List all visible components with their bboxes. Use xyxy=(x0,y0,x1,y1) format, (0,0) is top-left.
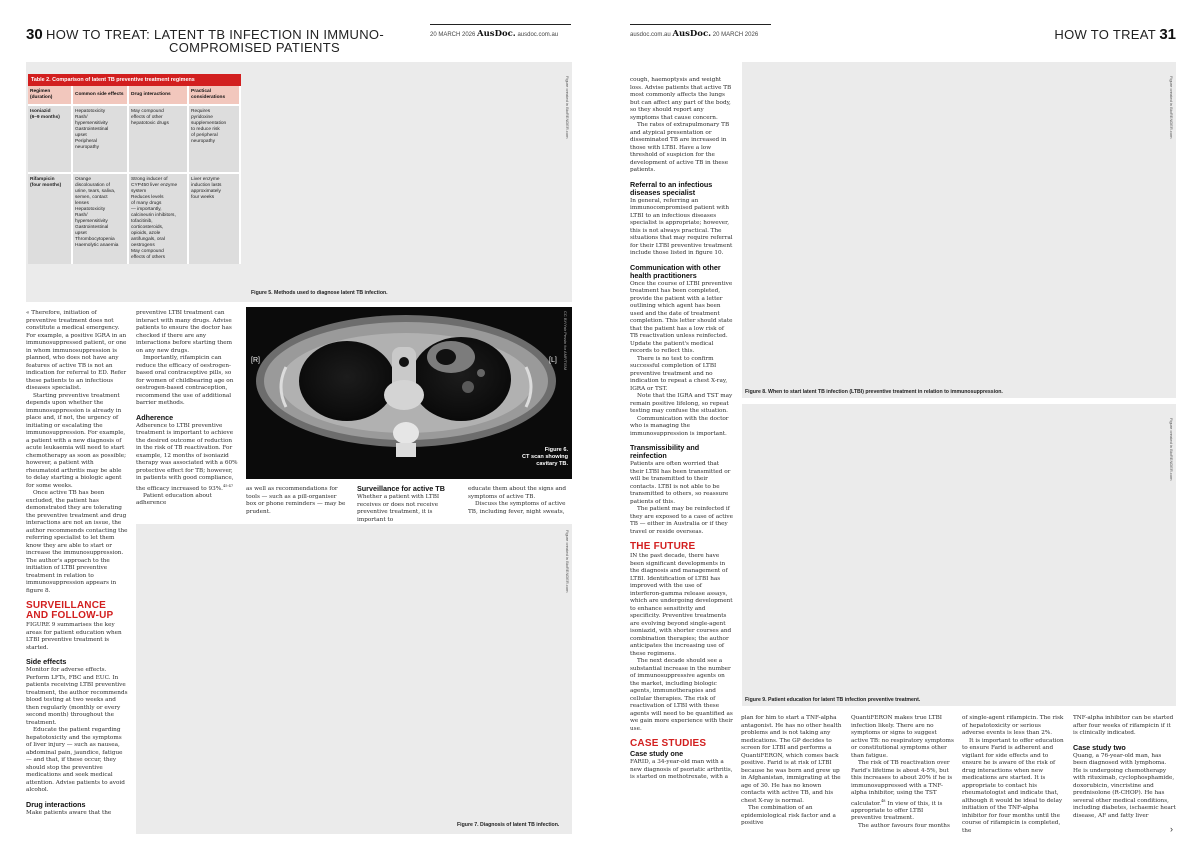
scan-label-left: [L] xyxy=(549,357,557,364)
subheading: Surveillance for active TB xyxy=(357,484,445,493)
paragraph: The author favours four months xyxy=(858,822,950,829)
figure-credit: Figure created in BioRENDER.com xyxy=(565,530,570,593)
paragraph: QuantiFERON makes true LTBI infection likely. There are no symptoms or signs to suggest active TB: no respiratory symptoms or constitutional symptoms other than fatigue. xyxy=(851,715,954,759)
table-2-grid xyxy=(28,86,241,264)
paragraph: Patient education about adherence xyxy=(136,492,212,507)
paragraph: Discuss the symptoms of active TB, including fever, night sweats, xyxy=(468,501,566,515)
text-column-8 xyxy=(851,715,954,830)
figure-9 xyxy=(742,404,1176,706)
text-column-10 xyxy=(1073,715,1176,835)
scan-label-right: [R] xyxy=(251,357,260,364)
subheading: Case study two xyxy=(1073,742,1126,752)
figure-5 xyxy=(26,62,572,302)
citation: 45-47 xyxy=(222,483,234,488)
text-column-1 xyxy=(26,310,128,817)
paragraph: FIGURE 9 summarises the key areas for patient education when LTBI preventive treatment is started. xyxy=(26,622,122,651)
subheading: Referral to an infectious diseases specialist xyxy=(630,179,713,197)
figure-6-credit: CC BY/Yair Pessin for AMF/T/SM xyxy=(563,311,568,371)
figure-6-caption: Figure 6. CT scan showing cavitary TB. xyxy=(522,447,568,467)
paragraph: Once active TB has been excluded, the patient has demonstrated they are tolerating the preventive treatment and drug interactions are not an issue, the author recommends contacting the referring specialist to let them know they are able to start or increase the immunosuppression. The author's approach to the initiation of LTBI preventive treatment in relation to immunosuppression appears in figure 8. xyxy=(26,490,128,594)
figure-6-ct-image xyxy=(246,307,572,479)
table-cell: Liver enzyme induction lasts approximately four weeks xyxy=(188,173,240,264)
text-column-6 xyxy=(630,77,733,782)
paragraph: plan for him to start a TNF-alpha antagonist. He has no other health problems and is not taking any medications. The GP decides to screen for LTBI and performs a QuantiFERON, which comes back positive. Farid is at risk of LTBI because he was born and grew up in Afghanistan, immigrating at the age of 30. He has no known contacts with active TB, and his chest X-ray is normal. xyxy=(741,715,842,804)
subheading: Adherence xyxy=(136,412,174,422)
page-title xyxy=(46,28,436,54)
paragraph: There is no test to confirm successful completion of LTBI preventive treatment and no indication to repeat a chest X-ray, IGRA or TST. xyxy=(630,355,728,392)
paragraph: The rates of extrapulmonary TB and atypical presentation or disseminated TB are increased in those with LTBI. Have a low threshold of suspicion for the development of active TB in these patients. xyxy=(630,122,730,173)
subheading: Case study one xyxy=(630,749,684,758)
issue-meta-right xyxy=(630,29,758,39)
header-rule xyxy=(430,24,571,25)
figure-9-caption: Figure 9. Patient education for latent TB infection preventive treatment. xyxy=(745,697,921,703)
paragraph: Note that the IGRA and TST may remain positive lifelong, so repeat testing may confuse the situation. xyxy=(630,393,733,414)
paragraph: Educate the patient regarding hepatotoxicity and the symptoms of liver injury — such as nausea, abdominal pain, jaundice, fatigue — and that, if these occur, they should stop the preventive medications and seek medical attention. Advise patients to avoid alcohol. xyxy=(26,727,125,793)
table-cell: May compound effects of other hepatotoxic drugs xyxy=(128,105,188,173)
figure-credit: Figure created in BioRENDER.com xyxy=(1169,418,1174,481)
paragraph: Communication with the doctor who is managing the immunosuppression is important. xyxy=(630,415,729,437)
paragraph: Whether a patient with LTBI receives or does not receive preventive treatment, it is important to xyxy=(357,494,440,523)
issue-date: 20 MARCH 2026 xyxy=(430,32,476,38)
paragraph: Starting preventive treatment depends upon whether the immunosuppression is already in place and, if not, the urgency of initiating or escalating the immunosuppression. For example, a patient with a new diagnosis of acute leukaemia will need to start chemotherapy as soon as possible; however, a patient with rheumatoid arthritis may be able to delay starting a biologic agent for some weeks. xyxy=(26,392,127,489)
paragraph: Once the course of LTBI preventive treatment has been completed, provide the patient with a letter outlining which agent has been used and the date of treatment completion. This letter should state that the patient has a low risk of TB reactivation unless reinfected. Update the patient's medical records to reflect this. xyxy=(630,280,733,354)
table-cell: Orange discolouration of urine, tears, saliva, semen, contact lenses Hepatotoxicity Rash/ hypersensitivity Gastrointestinal upset Thrombocytopenia Haemolytic anaemia xyxy=(72,173,128,264)
header-rule-right xyxy=(630,24,771,25)
section-heading: CASE STUDIES xyxy=(630,738,707,749)
site-url: ausdoc.com.au xyxy=(630,32,671,38)
text-column-3 xyxy=(246,486,348,516)
site-url: ausdoc.com.au xyxy=(517,32,559,38)
subheading: Transmissibility and reinfection xyxy=(630,443,700,460)
title-line-1: HOW TO TREAT: LATENT TB INFECTION IN IMMUNO- xyxy=(46,27,384,42)
paragraph: « Therefore, initiation of preventive treatment does not constitute a medical emergency. For example, a positive IGRA in an immunosuppressed patient, or one in whom immunosuppression is planned, who does not have any features of active TB is not an indication for referral to ED. Refer these patients to an infectious diseases specialist. xyxy=(26,310,127,391)
table-title: Table 2. Comparison of latent TB preventive treatment regimens xyxy=(28,74,241,86)
table-cell: Requires pyridoxine supplementation to reduce risk of peripheral neuropathy xyxy=(188,105,240,173)
issue-meta xyxy=(430,29,558,39)
paragraph: preventive LTBI treatment can interact with many drugs. Advise patients to ensure the doctor has checked if there are any interactions before starting them on any new drugs. xyxy=(136,310,233,354)
paragraph: The risk of TB reactivation over Farid's lifetime is about 4-5%, but this increases to about 20% if he is immunosuppressed with a TNF-alpha inhibitor, using the TST calculator. xyxy=(851,760,953,807)
figure-5-caption: Figure 5. Methods used to diagnose latent TB infection. xyxy=(251,290,388,296)
page-number-right: 31 xyxy=(1159,26,1176,43)
subheading: Drug interactions xyxy=(26,799,86,809)
paragraph: Patients are often worried that their LTBI has been transmitted or will be transmitted to their contacts. LTBI is not able to be transmitted to others, so reassure patients of this. xyxy=(630,461,731,505)
paragraph: Quang, a 76-year-old man, has been diagnosed with lymphoma. He is undergoing chemotherapy with rituximab, cyclophosphamide, doxorubicin, vincristine and prednisolone (R-CHOP). He has several other medical conditions, including diabetes, ischaemic heart disease, AF and fatty liver xyxy=(1073,752,1176,819)
table-row xyxy=(28,105,240,173)
table-row xyxy=(28,173,240,264)
figure-8-caption: Figure 8. When to start latent TB infection (LTBI) preventive treatment in relation to immunosuppression. xyxy=(745,389,1003,395)
paragraph: FARID, a 34-year-old man with a new diagnosis of psoriatic arthritis, is started on methotrexate, with a xyxy=(630,759,733,780)
paragraph: cough, haemoptysis and weight loss. Advise patients that active TB most commonly affects the lungs but can affect any part of the body, so they should report any symptoms that cause concern. xyxy=(630,77,732,121)
paragraph: Monitor for adverse effects. Perform LFTs, FBC and EUC. In patients receiving LTBI preventive treatment, the author recommends blood testing at two weeks and then regularly (monthly or every second month) throughout the treatment. xyxy=(26,667,128,726)
figure-7 xyxy=(136,524,572,834)
paragraph: TNF-alpha inhibitor can be started after four weeks of rifampicin if it is clinically indicated. xyxy=(1073,715,1174,736)
figure-7-caption: Figure 7. Diagnosis of latent TB infection. xyxy=(457,822,560,828)
brand-logo: AusDoc. xyxy=(477,29,516,39)
paragraph: educate them about the signs and symptoms of active TB. xyxy=(468,486,567,500)
table-cell: Rifampicin (four months) xyxy=(28,173,72,264)
text-column-2 xyxy=(136,310,238,512)
issue-date: 20 MARCH 2026 xyxy=(712,32,759,38)
figure-credit: Figure created in BioRENDER.com xyxy=(1169,76,1174,139)
paragraph: The next decade should see a substantial increase in the number of immunosuppressive agents on the market, including biologic agents, immunotherapies and cellular therapies. The risk of reactivation of LTBI with these agents will need to be quantified as we gain more experience with their use. xyxy=(630,658,733,732)
page-number: 30 xyxy=(26,26,43,43)
text-column-5 xyxy=(468,486,570,515)
section-heading: THE FUTURE xyxy=(630,541,696,552)
table-header: Common side effects xyxy=(72,86,128,105)
table-header: Drug interactions xyxy=(128,86,188,105)
table-2 xyxy=(28,74,241,264)
table-header: Practical considerations xyxy=(188,86,240,105)
paragraph: The patient may be reinfected if they are exposed to a case of active TB — either in Australia or if they travel or reside overseas. xyxy=(630,506,733,535)
paragraph: IN the past decade, there have been significant developments in the diagnosis and management of LTBI. Identification of LTBI has improved with the use of interferon-gamma release assays, which are undergoing development to enhance sensitivity and specificity. Preventive treatments are evolving beyond single-agent isoniazid, with shorter courses and combination therapies; the author anticipates the increasing use of these regimens. xyxy=(630,553,733,657)
paragraph-continued: In view of this, it is appropriate to offer LTBI preventive treatment. xyxy=(851,800,943,822)
table-cell: Isoniazid (6–9 months) xyxy=(28,105,72,173)
paragraph: Adherence to LTBI preventive treatment is important to achieve the desired outcome of reduction in the risk of TB reactivation. For example, 12 months of isoniazid therapy was associated with a 60% protective effect for TB; however, in patients with good compliance, the efficacy increased to 93%. xyxy=(136,422,238,492)
paragraph: Make patients aware that the xyxy=(26,809,112,816)
table-cell: Hepatotoxicity Rash/ hypersensitivity Gastrointestinal upset Peripheral neuropathy xyxy=(72,105,128,173)
citation: 48 xyxy=(881,798,886,803)
paragraph: Importantly, rifampicin can reduce the efficacy of oestrogen-based oral contraceptive pills, so for women of childbearing age on oestrogen-based contraception, recommend the use of additional barrier methods. xyxy=(136,355,234,406)
paragraph: of single-agent rifampicin. The risk of hepatotoxicity or serious adverse events is less than 2%. xyxy=(962,715,1064,736)
text-column-7 xyxy=(741,715,844,828)
table-header: Regimen (duration) xyxy=(28,86,72,105)
paragraph: The combination of an epidemiological risk factor and a positive xyxy=(741,805,836,826)
subheading: Side effects xyxy=(26,657,67,666)
figure-credit: Figure created in BioRENDER.com xyxy=(565,76,570,139)
continue-arrow-icon: › xyxy=(1170,824,1173,834)
figure-8 xyxy=(742,62,1176,398)
text-column-4 xyxy=(357,484,459,523)
table-cell: Strong inducer of CYP450 liver enzyme system Reduces levels of many drugs — importantly, calcineurin inhibitors, tofacitinib, corticosteroids, opioids, azole antifungals, oral oestrogens May compound effects of others xyxy=(128,173,188,264)
paragraph: It is important to offer education to ensure Farid is adherent and vigilant for side effects and to ensure he is aware of the risk of drug interactions when new medications are started. It is appropriate to contact his rheumatologist and indicate that, although it would be ideal to delay initiation of the TNF-alpha inhibitor for four months until the course of rifampicin is completed, the xyxy=(962,737,1064,834)
brand-logo: AusDoc. xyxy=(672,29,712,39)
page-title-right: HOW TO TREAT xyxy=(1054,27,1156,42)
paragraph: as well as recommendations for tools — such as a pill-organiser box or phone reminders — may be prudent. xyxy=(246,486,346,515)
subheading: Communication with other health practitioners xyxy=(630,262,721,280)
text-column-9 xyxy=(962,715,1065,835)
section-heading: SURVEILLANCE AND FOLLOW-UP xyxy=(26,600,114,621)
paragraph: In general, referring an immunocompromised patient with LTBI to an infectious diseases specialist is appropriate; however, this is not always practical. The situations that may require referral for their LTBI preventive treatment include those listed in figure 10. xyxy=(630,197,733,256)
title-line-2: COMPROMISED PATIENTS xyxy=(169,40,340,55)
